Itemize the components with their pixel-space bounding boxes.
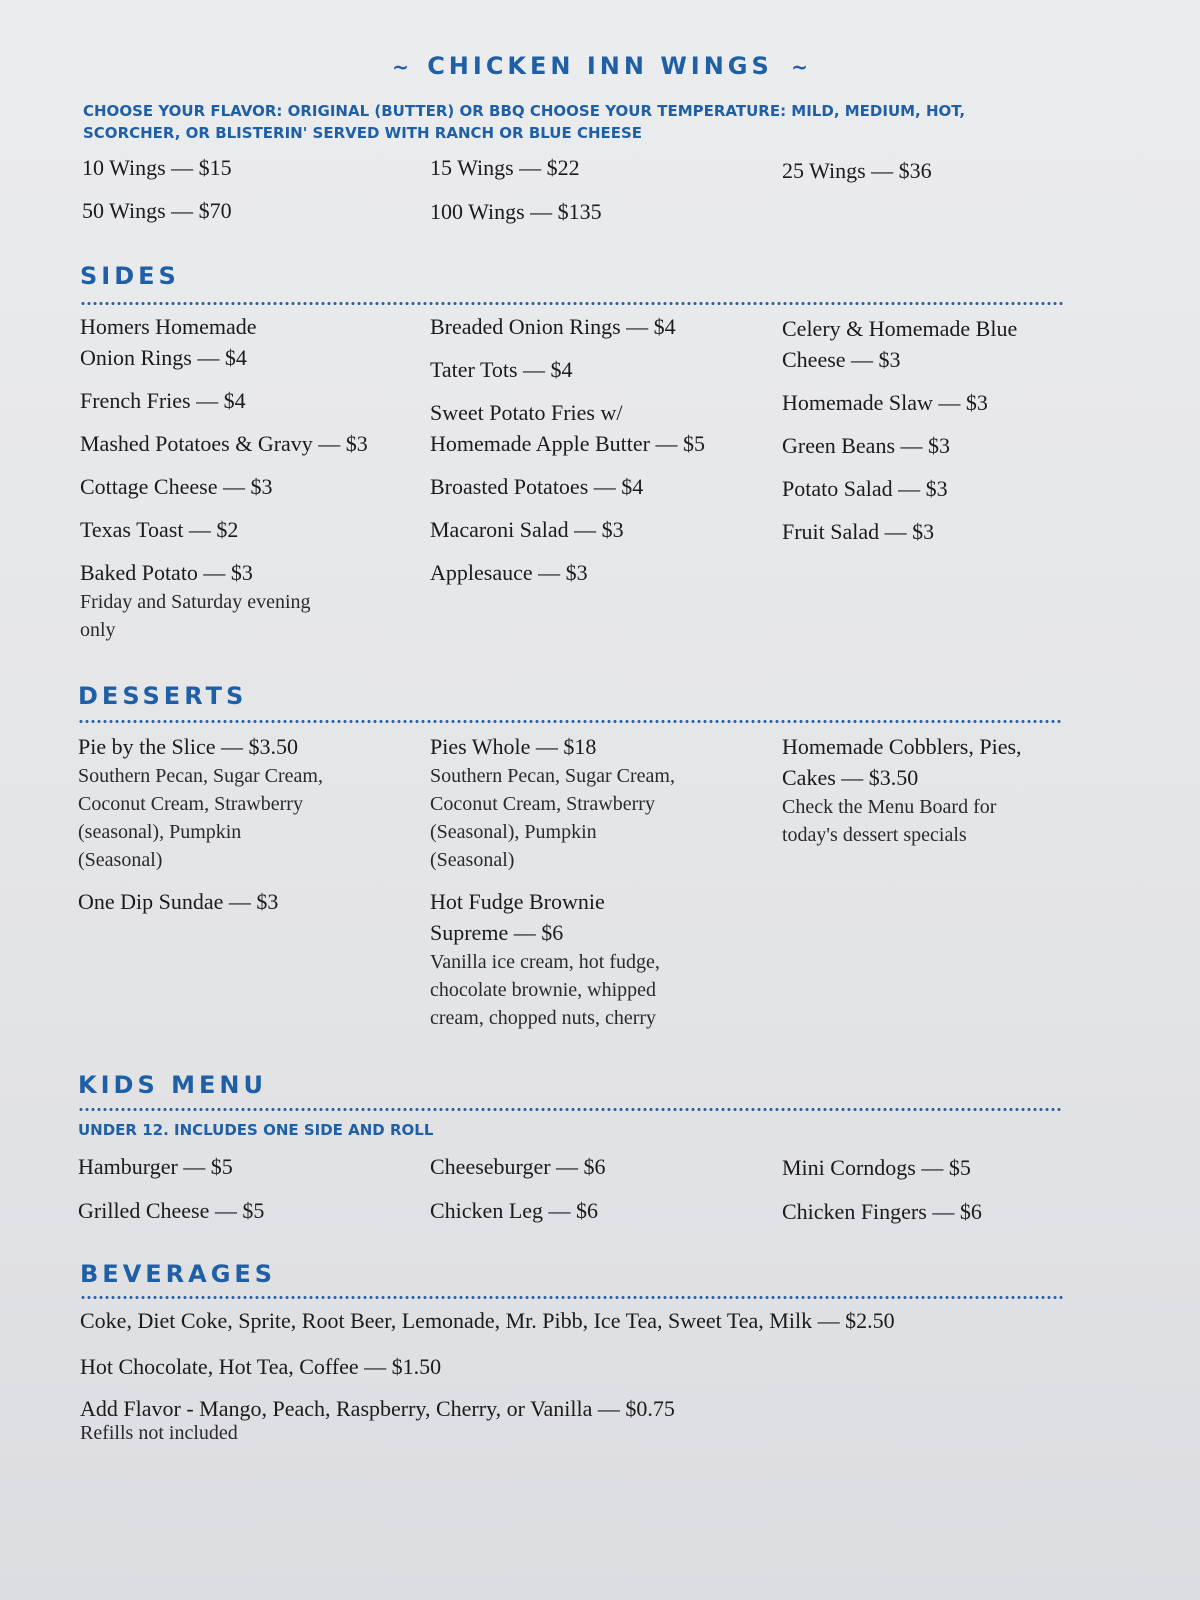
menu-item: Macaroni Salad — $3	[430, 517, 624, 542]
beverage-soft-drinks: Coke, Diet Coke, Sprite, Root Beer, Lemonade, Mr. Pibb, Ice Tea, Sweet Tea, Milk — $2.50	[80, 1308, 895, 1333]
kids-item-hamburger: Hamburger — $5	[78, 1154, 233, 1179]
menu-item: One Dip Sundae — $3	[78, 889, 279, 914]
menu-item	[782, 731, 1122, 849]
kids-item-chicken-leg: Chicken Leg — $6	[430, 1198, 599, 1223]
swash-left-ornament: ~	[392, 55, 409, 79]
menu-item	[80, 557, 420, 644]
menu-item-name: Homemade Cobblers, Pies, Cakes — $3.50	[782, 734, 1022, 790]
desserts-heading: DESSERTS	[78, 682, 248, 710]
menu-item-description: Southern Pecan, Sugar Cream, Coconut Cream, Strawberry (Seasonal), Pumpkin (Seasonal)	[430, 765, 675, 871]
sides-divider	[80, 301, 1065, 306]
menu-item-name: Pies Whole — $18	[430, 734, 597, 759]
kids-item-grilled-cheese: Grilled Cheese — $5	[78, 1198, 265, 1223]
beverage-add-flavor-text: Add Flavor - Mango, Peach, Raspberry, Cherry, or Vanilla — $0.75	[80, 1396, 675, 1421]
desserts-column-3	[782, 731, 1122, 861]
desserts-column-2	[430, 731, 770, 1044]
sides-column-3	[782, 313, 1122, 559]
kids-divider	[78, 1107, 1063, 1112]
kids-heading: KIDS MENU	[78, 1071, 267, 1099]
refills-note: Refills not included	[80, 1422, 238, 1444]
menu-item: Broasted Potatoes — $4	[430, 474, 644, 499]
menu-item	[430, 731, 770, 874]
wings-price-10: 10 Wings — $15	[82, 155, 232, 180]
wings-price-100: 100 Wings — $135	[430, 199, 602, 224]
menu-item: Applesauce — $3	[430, 560, 588, 585]
desserts-divider	[78, 719, 1063, 724]
menu-item	[78, 731, 418, 874]
sides-heading: SIDES	[80, 262, 180, 290]
kids-subheading: UNDER 12. INCLUDES ONE SIDE AND ROLL	[78, 1121, 434, 1139]
menu-item: Tater Tots — $4	[430, 357, 573, 382]
menu-item: Homers Homemade Onion Rings — $4	[80, 314, 257, 370]
menu-item: Potato Salad — $3	[782, 476, 948, 501]
menu-item-name: Hot Fudge Brownie Supreme — $6	[430, 889, 605, 945]
kids-item-chicken-fingers: Chicken Fingers — $6	[782, 1199, 982, 1224]
menu-item: Homemade Slaw — $3	[782, 390, 988, 415]
kids-item-cheeseburger: Cheeseburger — $6	[430, 1154, 606, 1179]
menu-title-block	[0, 52, 1200, 80]
wings-price-50: 50 Wings — $70	[82, 198, 232, 223]
sides-column-2	[430, 311, 770, 600]
beverages-divider	[80, 1295, 1065, 1300]
wings-intro: CHOOSE YOUR FLAVOR: ORIGINAL (BUTTER) OR BBQ CHOOSE YOUR TEMPERATURE: MILD, MEDIUM, HOT, SCORCHER, OR BLISTERIN' SERVED WITH RANCH OR BLUE CHEESE	[83, 102, 966, 142]
menu-item-description: Vanilla ice cream, hot fudge, chocolate brownie, whipped cream, chopped nuts, cherry	[430, 951, 660, 1029]
wings-price-15: 15 Wings — $22	[430, 155, 580, 180]
menu-item: Breaded Onion Rings — $4	[430, 314, 676, 339]
beverages-heading: BEVERAGES	[80, 1260, 277, 1288]
menu-item-description: Check the Menu Board for today's dessert specials	[782, 796, 997, 846]
sides-column-1	[80, 311, 420, 656]
menu-title: CHICKEN INN WINGS	[427, 52, 773, 80]
menu-item-description: Friday and Saturday evening only	[80, 591, 311, 641]
menu-item: Mashed Potatoes & Gravy — $3	[80, 431, 368, 456]
menu-item: Sweet Potato Fries w/ Homemade Apple Butter — $5	[430, 400, 705, 456]
menu-item: Celery & Homemade Blue Cheese — $3	[782, 316, 1018, 372]
kids-item-mini-corndogs: Mini Corndogs — $5	[782, 1155, 971, 1180]
menu-item-name: Baked Potato — $3	[80, 560, 253, 585]
menu-item: Texas Toast — $2	[80, 517, 239, 542]
menu-item: French Fries — $4	[80, 388, 246, 413]
menu-item: Cottage Cheese — $3	[80, 474, 273, 499]
desserts-column-1	[78, 731, 418, 929]
swash-right-ornament: ~	[791, 55, 808, 79]
menu-item	[430, 886, 770, 1032]
beverage-hot-drinks: Hot Chocolate, Hot Tea, Coffee — $1.50	[80, 1354, 442, 1379]
menu-item: Green Beans — $3	[782, 433, 951, 458]
menu-item-description: Southern Pecan, Sugar Cream, Coconut Cream, Strawberry (seasonal), Pumpkin (Seasonal)	[78, 765, 323, 871]
menu-item: Fruit Salad — $3	[782, 519, 935, 544]
beverage-add-flavor	[80, 1396, 675, 1445]
wings-price-25: 25 Wings — $36	[782, 158, 932, 183]
menu-item-name: Pie by the Slice — $3.50	[78, 734, 298, 759]
